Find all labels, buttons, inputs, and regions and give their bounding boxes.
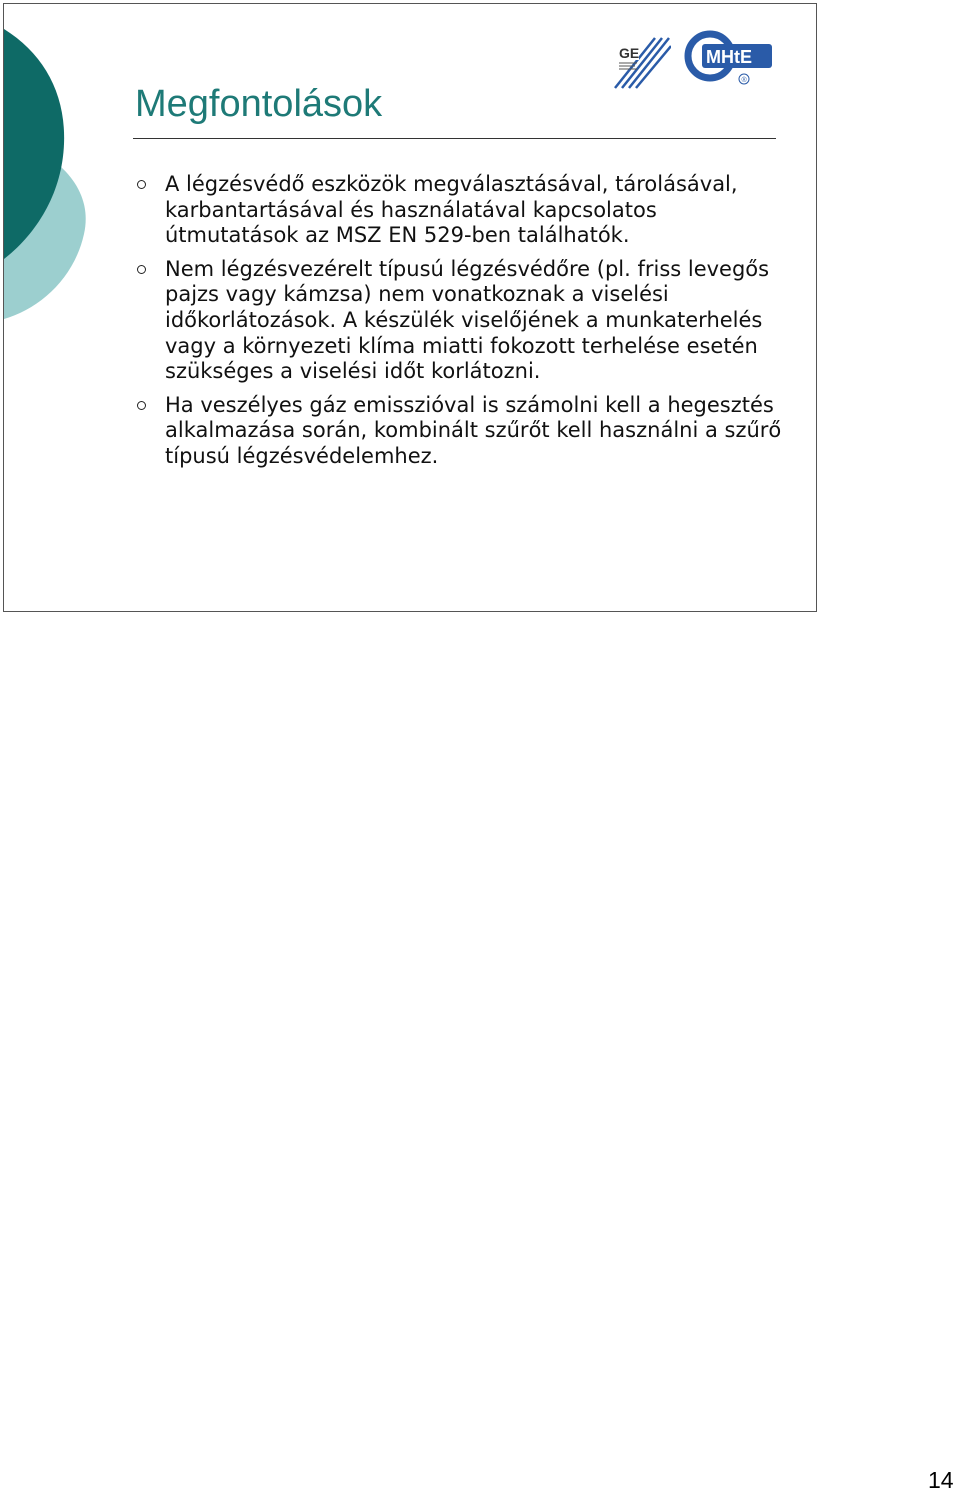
- title-underline: [133, 138, 776, 139]
- registered-mark: ®: [741, 77, 747, 84]
- left-organization-logo: [611, 34, 671, 92]
- hollow-circle-bullet-icon: [137, 401, 146, 410]
- slide-title: Megfontolások: [135, 83, 383, 125]
- bullet-list: [132, 172, 782, 478]
- mhte-logo-text: MHtE: [706, 47, 752, 67]
- page-number: 14: [928, 1467, 954, 1493]
- bullet-text: Nem légzésvezérelt típusú légzésvédőre (pl. friss levegős pajzs vagy kámzsa) nem vonatkoznak a viselési időkorlátozások. A készülék viselőjének a munkaterhelés vagy a környezeti klíma miatti fokozott terhelése esetén szükséges a viselési időt korlátozni.: [165, 256, 770, 384]
- slide: [3, 3, 817, 612]
- hollow-circle-bullet-icon: [137, 265, 146, 274]
- hollow-circle-bullet-icon: [137, 180, 146, 189]
- bullet-text: Ha veszélyes gáz emisszióval is számolni kell a hegesztés alkalmazása során, kombinált szűrőt kell használni a szűrő típusú légzésvédelemhez.: [165, 392, 782, 468]
- bullet-item: [132, 257, 782, 385]
- mhte-logo: [684, 26, 776, 88]
- bullet-item: [132, 172, 782, 249]
- left-logo-text: GE: [619, 45, 640, 61]
- decorative-curves: [4, 4, 104, 334]
- bullet-text: A légzésvédő eszközök megválasztásával, tárolásával, karbantartásával és használatával kapcsolatos útmutatások az MSZ EN 529-ben találhatók.: [165, 172, 738, 248]
- bullet-item: [132, 393, 782, 470]
